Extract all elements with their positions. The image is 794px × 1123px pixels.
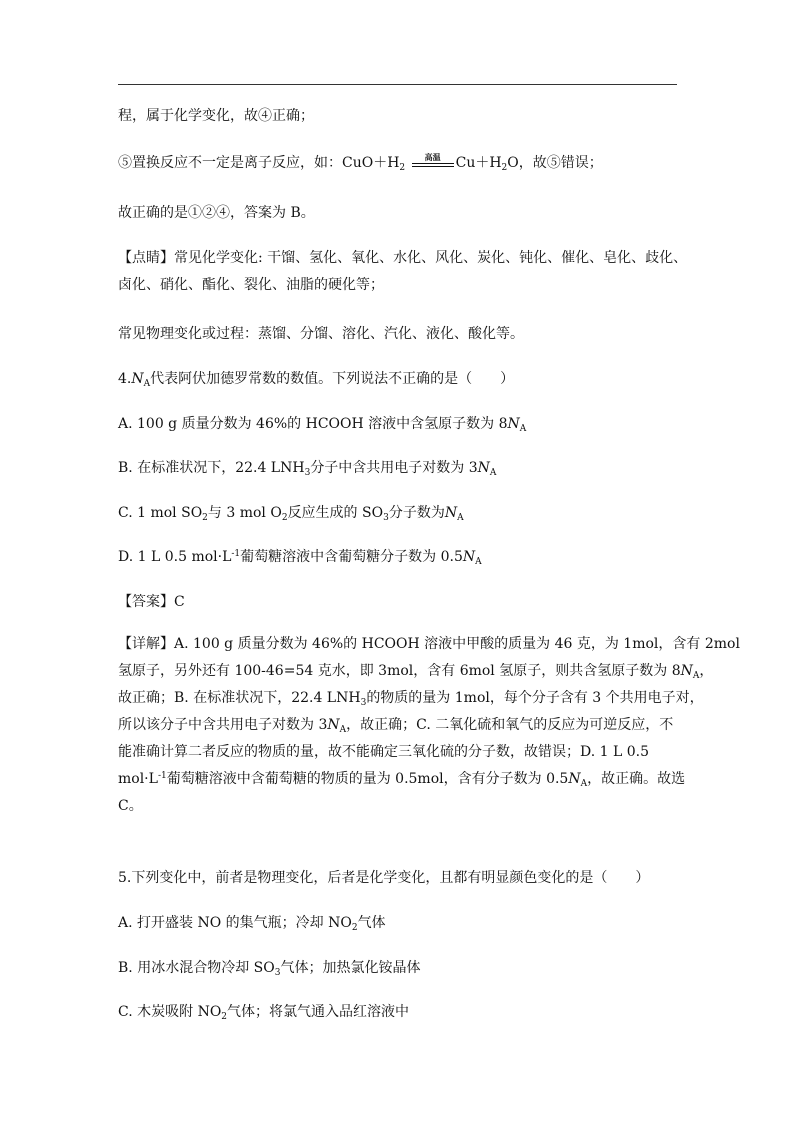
superscript: -1 [157, 771, 167, 781]
option-c [118, 505, 464, 521]
text-span: A. 100 g 质量分数为 46%的 HCOOH 溶液中含氢原子数为 8 [118, 416, 508, 432]
text-span: D. 1 L 0.5 mol·L [118, 549, 232, 565]
text-span: mol·L [118, 771, 158, 787]
explanation-paragraph [118, 631, 740, 820]
subscript: A [457, 513, 464, 523]
text-span: B. 在标准状况下，22.4 LNH [118, 460, 305, 476]
text-span: C. 1 mol SO [118, 505, 203, 521]
text-line: 程，属于化学变化，故④正确； [118, 108, 314, 124]
text-line: 常见物理变化或过程：蒸馏、分馏、溶化、汽化、液化、酸化等。 [118, 326, 524, 342]
symbol-n: N [568, 771, 581, 787]
text-span: 与 3 mol O [207, 505, 282, 521]
option-a [118, 915, 386, 931]
text-span: 气体 [357, 915, 386, 931]
subscript: A [580, 779, 588, 789]
text-line: C。 [118, 798, 143, 814]
text-span: Cu＋H [455, 155, 502, 171]
subscript: 2 [399, 163, 406, 173]
text-span: 所以该分子中含共用电子对数为 3 [118, 717, 328, 733]
text-span: 分子中含共用电子对数为 3 [310, 460, 478, 476]
text-span: 葡萄糖溶液中含葡萄糖的物质的量为 0.5mol，含有分子数为 0.5 [166, 771, 569, 787]
option-b [118, 960, 420, 976]
text-span: ⑤置换反应不一定是离子反应，如：CuO＋H [118, 155, 400, 171]
text-line: 能准确计算二者反应的物质的量，故不能确定三氧化硫的分子数，故错误；D. 1 L 0.5 [118, 744, 649, 760]
tip-paragraph [118, 245, 688, 299]
option-c [118, 1004, 409, 1020]
symbol-n: N [680, 663, 693, 679]
question-4-stem [118, 371, 514, 387]
subscript: A [143, 379, 151, 389]
symbol-n: N [444, 505, 458, 521]
text-span: ，故正确。故选 [587, 771, 686, 787]
subscript: A [519, 424, 527, 434]
text-line: 【详解】A. 100 g 质量分数为 46%的 HCOOH 溶液中甲酸的质量为 46 克，为 1mol，含有 2mol [118, 636, 740, 652]
answer: 【答案】C [118, 594, 185, 610]
text-span: 气体；将氯气通入品红溶液中 [227, 1004, 410, 1020]
text-span: ，故正确；C. 二氧化硫和氧气的反应为可逆反应，不 [346, 717, 674, 733]
subscript: 2 [281, 513, 288, 523]
subscript: A [475, 557, 482, 567]
text-line [118, 712, 680, 739]
text-span: 的物质的量为 1mol，每个分子含有 3 个共用电子对， [366, 690, 704, 706]
subscript: 2 [351, 923, 358, 933]
text-span: 故正确；B. 在标准状况下，22.4 LNH [118, 690, 361, 706]
symbol-n: N [477, 460, 490, 476]
subscript: 3 [274, 968, 281, 978]
subscript: A [489, 468, 497, 478]
superscript: -1 [231, 549, 241, 559]
text-line [118, 766, 686, 793]
subscript: 2 [221, 1012, 228, 1022]
text-line: 故正确的是①②④，答案为 B。 [118, 205, 315, 221]
subscript: 3 [304, 468, 311, 478]
reaction-condition [412, 152, 454, 171]
equals-bar [412, 166, 454, 167]
symbol-n: N [327, 717, 340, 733]
text-span: ， [699, 663, 714, 679]
option-b [118, 460, 496, 476]
option-d [118, 549, 482, 565]
text-line [118, 658, 714, 685]
text-line [118, 685, 704, 712]
symbol-n: N [507, 416, 520, 432]
subscript: 3 [360, 698, 367, 708]
text-span: B. 用冰水混合物冷却 SO [118, 960, 275, 976]
text-span: C. 木炭吸附 NO [118, 1004, 222, 1020]
text-span: 葡萄糖溶液中含葡萄糖分子数为 0.5 [240, 549, 463, 565]
text-span: 氢原子，另外还有 100-46=54 克水，即 3mol，含有 6mol 氢原子，则共含氢原子数为 8 [118, 663, 681, 679]
question-5-stem: 5.下列变化中，前者是物理变化，后者是化学变化，且都有明显颜色变化的是（ ） [118, 870, 650, 886]
equals-bar [412, 163, 454, 164]
text-span: A. 打开盛装 NO 的集气瓶；冷却 NO [118, 915, 352, 931]
option-a [118, 416, 526, 432]
equation-line [118, 152, 603, 173]
subscript: 3 [383, 513, 389, 523]
subscript: A [692, 671, 700, 681]
condition-label: 高温 [424, 152, 441, 162]
text-span: 气体；加热氯化铵晶体 [280, 960, 421, 976]
text-span: 分子数为 [388, 505, 445, 521]
text-span: 反应生成的 SO [287, 505, 384, 521]
text-span: 代表阿伏加德罗常数的数值。下列说法不正确的是（ ） [150, 371, 515, 387]
text-span: O，故⑤错误； [507, 155, 603, 171]
subscript: 2 [501, 163, 508, 173]
question-number: 4. [118, 371, 132, 387]
text-line: 卤化、硝化、酯化、裂化、油脂的硬化等； [118, 277, 384, 293]
subscript: A [339, 725, 347, 735]
symbol-n: N [462, 549, 476, 565]
subscript: 2 [202, 513, 208, 523]
header-rule [118, 84, 677, 85]
symbol-n: N [131, 371, 144, 387]
text-line: 【点睛】常见化学变化: 干馏、氢化、氧化、水化、风化、炭化、钝化、催化、皂化、歧化、 [118, 250, 688, 266]
